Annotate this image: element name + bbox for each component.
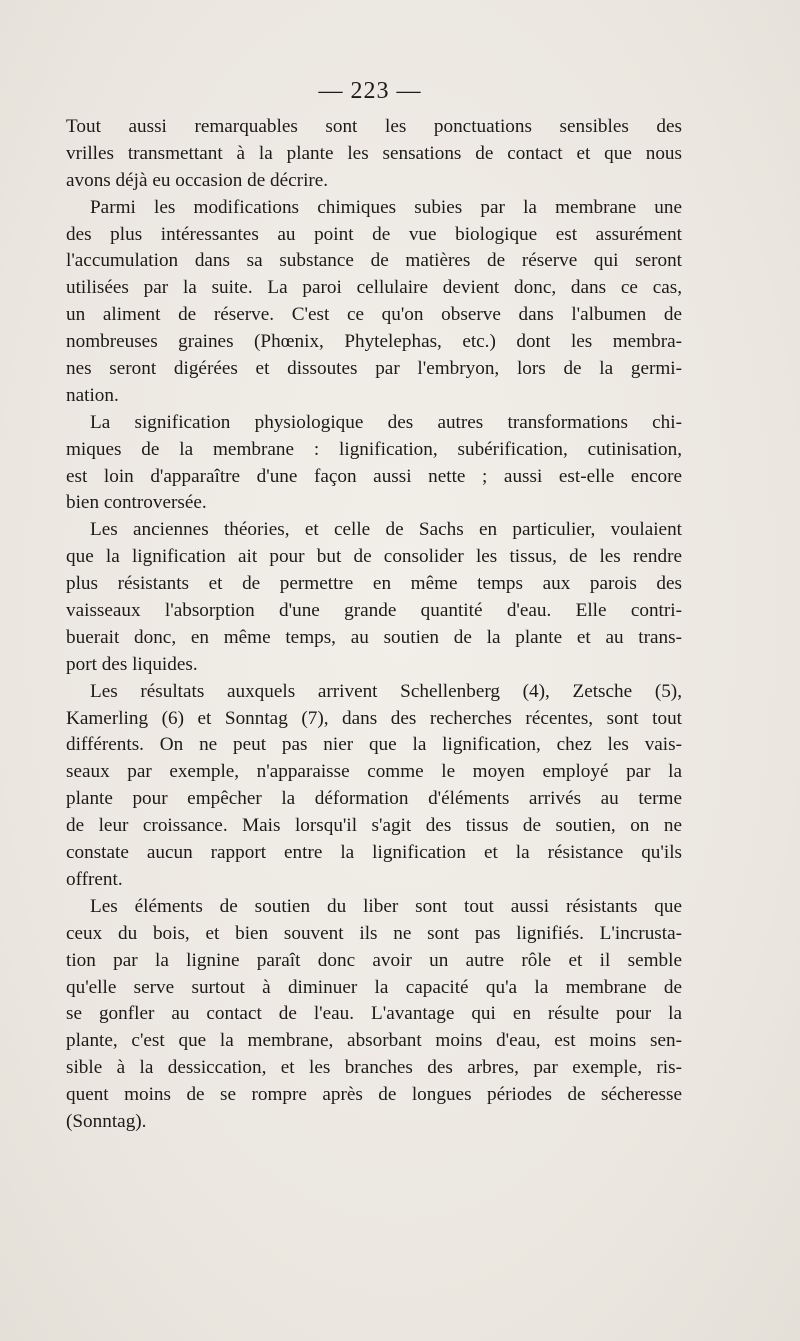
text-line: nation. <box>66 384 119 406</box>
text-line: miques de la membrane : lignification, subérification, cutinisation, <box>66 438 682 460</box>
text-line: constate aucun rapport entre la lignification et la résistance qu'ils <box>66 842 682 864</box>
text-line: ceux du bois, et bien souvent ils ne sont pas lignifiés. L'incrusta- <box>66 922 682 944</box>
text-line: port des liquides. <box>66 653 198 675</box>
text-line: quent moins de se rompre après de longues périodes de sécheresse <box>66 1084 682 1106</box>
text-line: que la lignification ait pour but de consolider les tissus, de les rendre <box>66 546 682 568</box>
page-number: — 223 — <box>318 78 422 104</box>
text-line: (Sonntag). <box>66 1110 147 1132</box>
text-line: se gonfler au contact de l'eau. L'avantage qui en résulte pour la <box>66 1003 682 1025</box>
text-line: avons déjà eu occasion de décrire. <box>66 169 329 191</box>
text-line: tion par la lignine paraît donc avoir un autre rôle et il semble <box>66 949 682 971</box>
text-line: l'accumulation dans sa substance de matières de réserve qui seront <box>66 250 682 272</box>
text-line: seaux par exemple, n'apparaisse comme le moyen employé par la <box>66 761 682 783</box>
body-text <box>66 114 682 1136</box>
text-line: Tout aussi remarquables sont les ponctuations sensibles des <box>66 116 682 137</box>
text-line: plante pour empêcher la déformation d'éléments arrivés au terme <box>66 788 682 810</box>
text-line: un aliment de réserve. C'est ce qu'on observe dans l'albumen de <box>66 304 682 326</box>
text-line: qu'elle serve surtout à diminuer la capacité qu'a la membrane de <box>66 976 682 998</box>
text-line: utilisées par la suite. La paroi cellulaire devient donc, dans ce cas, <box>66 277 682 299</box>
text-line: Kamerling (6) et Sonntag (7), dans des recherches récentes, sont tout <box>66 707 682 729</box>
text-line: des plus intéressantes au point de vue biologique est assurément <box>66 223 682 245</box>
text-line: nombreuses graines (Phœnix, Phytelephas, etc.) dont les membra- <box>66 331 682 353</box>
text-line: Les anciennes théories, et celle de Sachs en particulier, voulaient <box>90 519 682 541</box>
text-line: vrilles transmettant à la plante les sensations de contact et que nous <box>66 142 682 164</box>
text-line: plante, c'est que la membrane, absorbant moins d'eau, est moins sen- <box>66 1030 682 1052</box>
text-line: est loin d'apparaître d'une façon aussi nette ; aussi est-elle encore <box>66 465 682 487</box>
text-line: Parmi les modifications chimiques subies par la membrane une <box>90 196 682 218</box>
text-line: Les résultats auxquels arrivent Schellenberg (4), Zetsche (5), <box>90 680 682 702</box>
text-line: plus résistants et de permettre en même temps aux parois des <box>66 573 682 595</box>
text-line: vaisseaux l'absorption d'une grande quantité d'eau. Elle contri- <box>66 600 682 622</box>
text-line: buerait donc, en même temps, au soutien de la plante et au trans- <box>66 626 682 648</box>
text-line: sible à la dessiccation, et les branches des arbres, par exemple, ris- <box>66 1057 682 1079</box>
text-line: bien controversée. <box>66 492 207 514</box>
text-line: de leur croissance. Mais lorsqu'il s'agit des tissus de soutien, on ne <box>66 815 682 837</box>
text-line: nes seront digérées et dissoutes par l'embryon, lors de la germi- <box>66 358 682 380</box>
text-line: Les éléments de soutien du liber sont tout aussi résistants que <box>90 895 682 917</box>
text-line: offrent. <box>66 868 123 890</box>
text-line: différents. On ne peut pas nier que la lignification, chez les vais- <box>66 734 682 756</box>
text-line: La signification physiologique des autres transformations chi- <box>90 411 682 433</box>
